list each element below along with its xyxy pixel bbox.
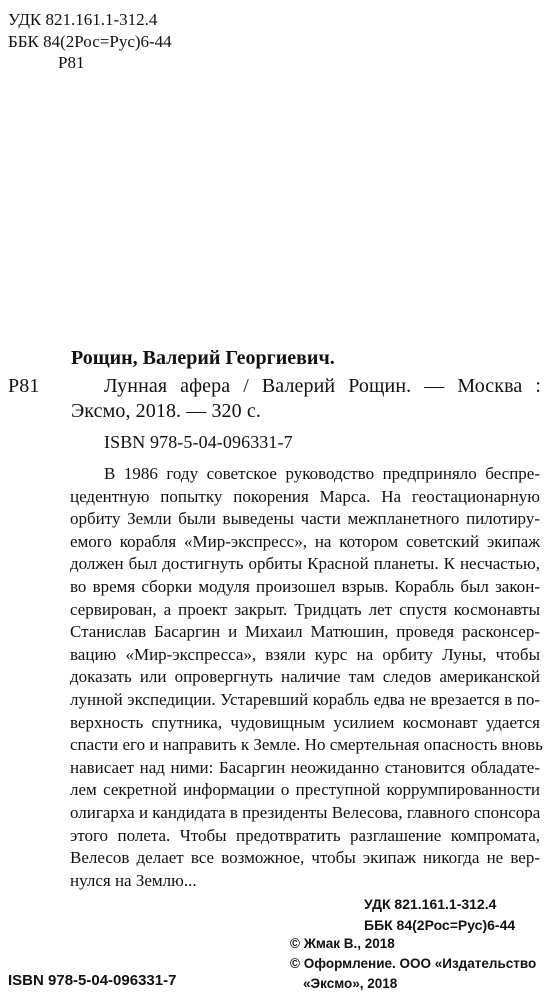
isbn-footer: ISBN 978-5-04-096331-7 [8, 972, 177, 989]
annotation-line: В 1986 году советское руководство предприняло беспре- [104, 464, 540, 483]
annotation-line: должен был достигнуть орбиты Красной планеты. К несчастью, [70, 554, 540, 574]
udk-code-bottom: УДК 821.161.1-312.4 [364, 896, 497, 912]
annotation-line: нависает над ними: Басаргин неожиданно становится обладате- [70, 757, 540, 777]
annotation-line: Велесов делает все возможное, чтобы экипаж никогда не вер- [70, 848, 540, 868]
annotation-line: Станислав Басаргин и Михаил Матюшин, проведя расконсер- [70, 622, 540, 642]
annotation-line: олигарха и кандидата в президенты Велесова, главного спонсора [70, 802, 541, 822]
isbn-entry: ISBN 978-5-04-096331-7 [104, 432, 293, 452]
bbk-code-top: ББК 84(2Рос=Рус)6-44 [8, 32, 172, 51]
annotation-line: емого корабля «Мир-экспресс», на котором советский экипаж [70, 531, 540, 551]
author-sign-side: Р81 [8, 375, 40, 397]
annotation-line: этого полета. Чтобы предотвратить разглашение компромата, [70, 825, 540, 845]
annotation-line: лунной экспедиции. Устаревший корабль едва не врезается в по- [70, 689, 540, 709]
annotation-line: сервирован, а проект закрыт. Тридцать лет спустя космонавты [70, 599, 540, 619]
annotation-line: верхность спутника, чудовищным усилием космонавт удается [70, 712, 540, 732]
copyright-design-line-2: «Эксмо», 2018 [303, 976, 398, 991]
author-sign-top: Р81 [58, 53, 85, 72]
title-line-2: Эксмо, 2018. — 320 с. [71, 400, 261, 422]
annotation-line: во время сборки модуля произошел взрыв. Корабль был закон- [70, 576, 540, 596]
annotation-line: нулся на Землю... [70, 870, 197, 890]
title-line-1: Лунная афера / Валерий Рощин. — Москва : [104, 375, 541, 397]
annotation-line: спасти его и направить к Земле. Но смертельная опасность вновь [70, 735, 543, 755]
bbk-code-bottom: ББК 84(2Рос=Рус)6-44 [364, 917, 516, 933]
annotation-line: цедентную попытку покорения Марса. На геостационарную [70, 486, 540, 506]
annotation-line: орбиту Земли были выведены части межпланетного пилотиру- [70, 509, 540, 529]
copyright-design-line-1: © Оформление. ООО «Издательство [290, 956, 537, 971]
author-heading: Рощин, Валерий Георгиевич. [71, 347, 335, 369]
udk-code-top: УДК 821.161.1-312.4 [8, 10, 158, 29]
annotation-line: вацию «Мир-экспресса», взяли курс на орбиту Луны, чтобы [70, 644, 540, 664]
annotation-line: лем секретной информации о преступной коррумпированности [70, 780, 540, 800]
copyright-author: © Жмак В., 2018 [290, 936, 395, 951]
annotation-line: доказать или опровергнуть наличие там следов американской [70, 667, 540, 687]
annotation-paragraph [70, 463, 543, 892]
